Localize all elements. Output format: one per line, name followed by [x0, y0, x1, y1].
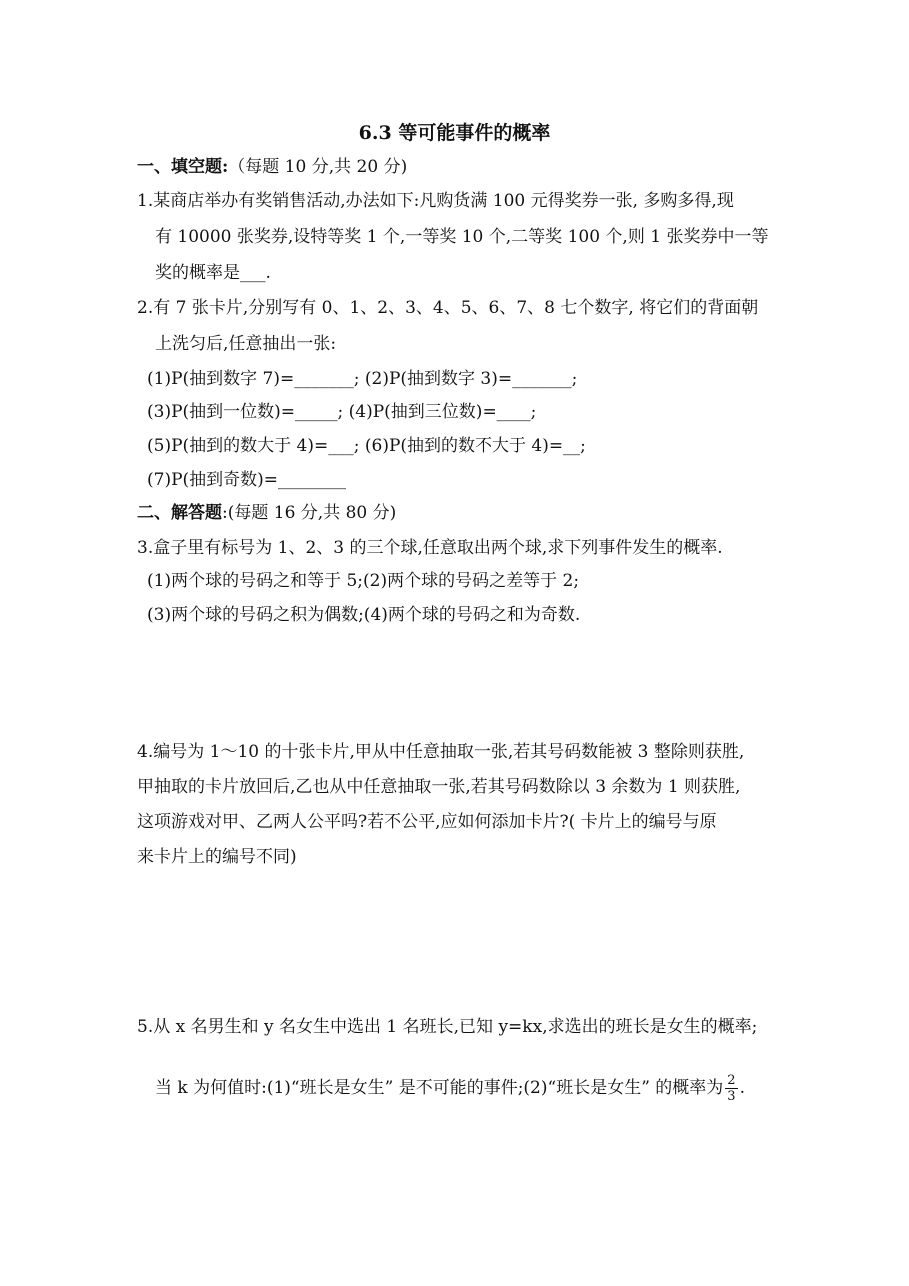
fraction-denominator: 3 — [727, 1089, 736, 1104]
fraction — [725, 1073, 737, 1104]
q1-line3: 奖的概率是___. — [155, 263, 271, 283]
q4-line1: 4.编号为 1～10 的十张卡片,甲从中任意抽取一张,若其号码数能被 3 整除则获胜, — [137, 742, 745, 762]
q2-line5: (5)P(抽到的数大于 4)=___; (6)P(抽到的数不大于 4)=__; — [147, 436, 586, 456]
q5-end: . — [739, 1078, 745, 1098]
q1-line1: 1.某商店举办有奖销售活动,办法如下:凡购货满 100 元得奖券一张, 多购多得,现 — [137, 191, 734, 211]
section2-header — [137, 502, 396, 524]
q5-line2-wrapper — [155, 1073, 745, 1104]
q2-line1: 2.有 7 张卡片,分别写有 0、1、2、3、4、5、6、7、8 七个数字, 将它们的背面朝 — [137, 298, 759, 318]
q1-line2: 有 10000 张奖券,设特等奖 1 个,一等奖 10 个,二等奖 100 个,则 1 张奖券中一等 — [155, 227, 769, 247]
page-title: 6.3 等可能事件的概率 — [358, 122, 551, 144]
section1-heading: 一、填空题: — [137, 157, 229, 177]
q4-line2: 甲抽取的卡片放回后,乙也从中任意抽取一张,若其号码数除以 3 余数为 1 则获胜, — [137, 777, 741, 797]
q2-line2: 上洗匀后,任意抽出一张: — [155, 334, 337, 354]
fraction-numerator: 2 — [727, 1073, 736, 1088]
q4-line3: 这项游戏对甲、乙两人公平吗?若不公平,应如何添加卡片?( 卡片上的编号与原 — [137, 812, 717, 832]
q2-line3: (1)P(抽到数字 7)=_______; (2)P(抽到数字 3)=_______; — [147, 369, 578, 389]
q3-line2: (1)两个球的号码之和等于 5;(2)两个球的号码之差等于 2; — [147, 571, 580, 591]
section1-note: （每题 10 分,共 20 分) — [228, 157, 408, 177]
section2-note: :(每题 16 分,共 80 分) — [222, 503, 397, 523]
q3-line1: 3.盒子里有标号为 1、2、3 的三个球,任意取出两个球,求下列事件发生的概率. — [137, 538, 723, 558]
section2-heading: 二、解答题 — [137, 503, 222, 523]
q4-line4: 来卡片上的编号不同) — [137, 847, 297, 867]
q5-line2: 当 k 为何值时:(1)“班长是女生” 是不可能的事件;(2)“班长是女生” 的概率为 — [155, 1078, 724, 1098]
q2-line6: (7)P(抽到奇数)=________ — [147, 470, 347, 490]
q5-line1: 5.从 x 名男生和 y 名女生中选出 1 名班长,已知 y=kx,求选出的班长是女生的概率; — [137, 1017, 758, 1037]
q3-line3: (3)两个球的号码之积为偶数;(4)两个球的号码之和为奇数. — [147, 605, 581, 625]
section1-header — [137, 156, 407, 178]
q2-line4: (3)P(抽到一位数)=_____; (4)P(抽到三位数)=____; — [147, 402, 537, 422]
